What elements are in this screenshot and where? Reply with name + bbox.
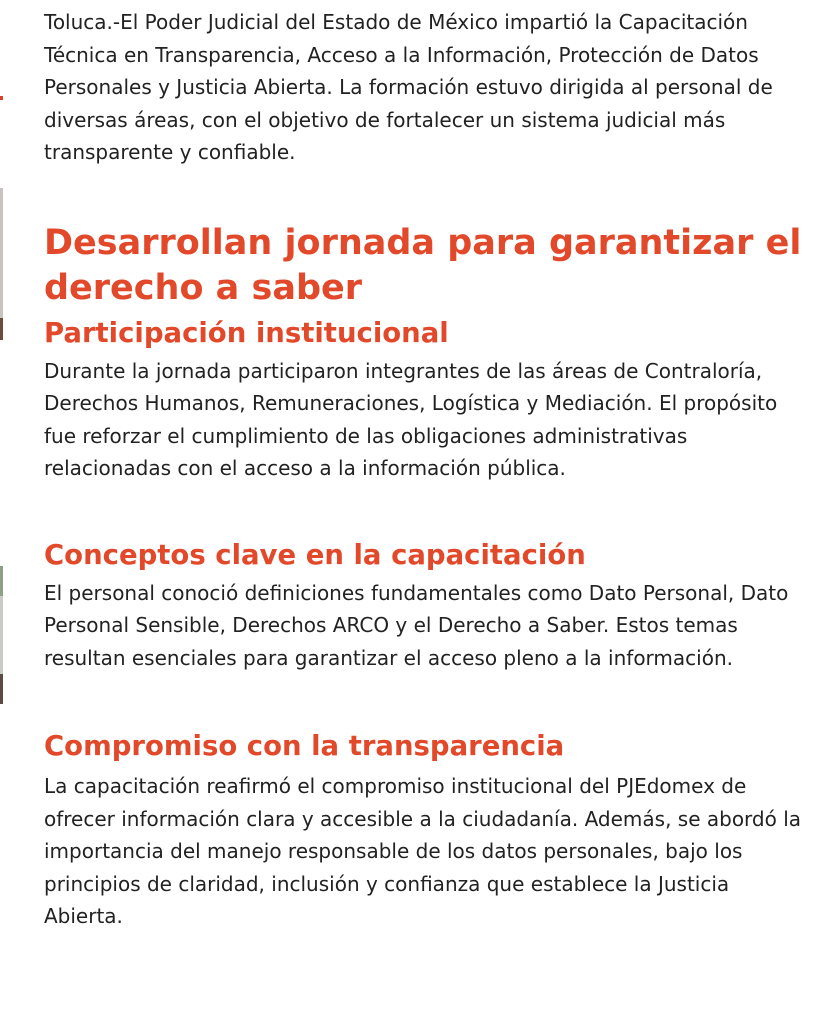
section-body: La capacitación reafirmó el compromiso institucional del PJEdomex de ofrecer información clara y accesible a la ciudadanía. Además, se abordó la importancia del manejo responsable de los datos personales, bajo los principios de claridad, inclusión y confianza que establece la Justicia Abierta.: [44, 774, 802, 928]
section-compromiso: [44, 726, 804, 933]
article-content: [44, 0, 804, 933]
article-headline: Desarrollan jornada para garantizar el derecho a saber: [44, 222, 802, 308]
section-title: Conceptos clave en la capacitación: [44, 538, 586, 571]
section-body: El personal conoció definiciones fundamentales como Dato Personal, Dato Personal Sensible, Derechos ARCO y el Derecho a Saber. Estos temas resultan esenciales para garantizar el acceso pleno a la información.: [44, 580, 789, 670]
section-participacion: [44, 313, 804, 485]
clipped-image-edge: [0, 188, 3, 340]
clipped-image-edge: [0, 566, 3, 704]
clipped-edge-fragment: [0, 96, 3, 100]
section-title: Participación institucional: [44, 316, 449, 349]
section-body: Durante la jornada participaron integrantes de las áreas de Contraloría, Derechos Humanos, Remuneraciones, Logística y Mediación. El propósito fue reforzar el cumplimiento de las obligaciones administrativas relacionadas con el acceso a la información pública.: [44, 358, 778, 480]
intro-paragraph: Toluca.-El Poder Judicial del Estado de México impartió la Capacitación Técnica en Transparencia, Acceso a la Información, Protección de Datos Personales y Justicia Abierta. La formación estuvo dirigida al personal de diversas áreas, con el objetivo de fortalecer un sistema judicial más transparente y confiable.: [44, 10, 773, 164]
section-title: Compromiso con la transparencia: [44, 730, 565, 762]
section-conceptos: [44, 535, 804, 675]
